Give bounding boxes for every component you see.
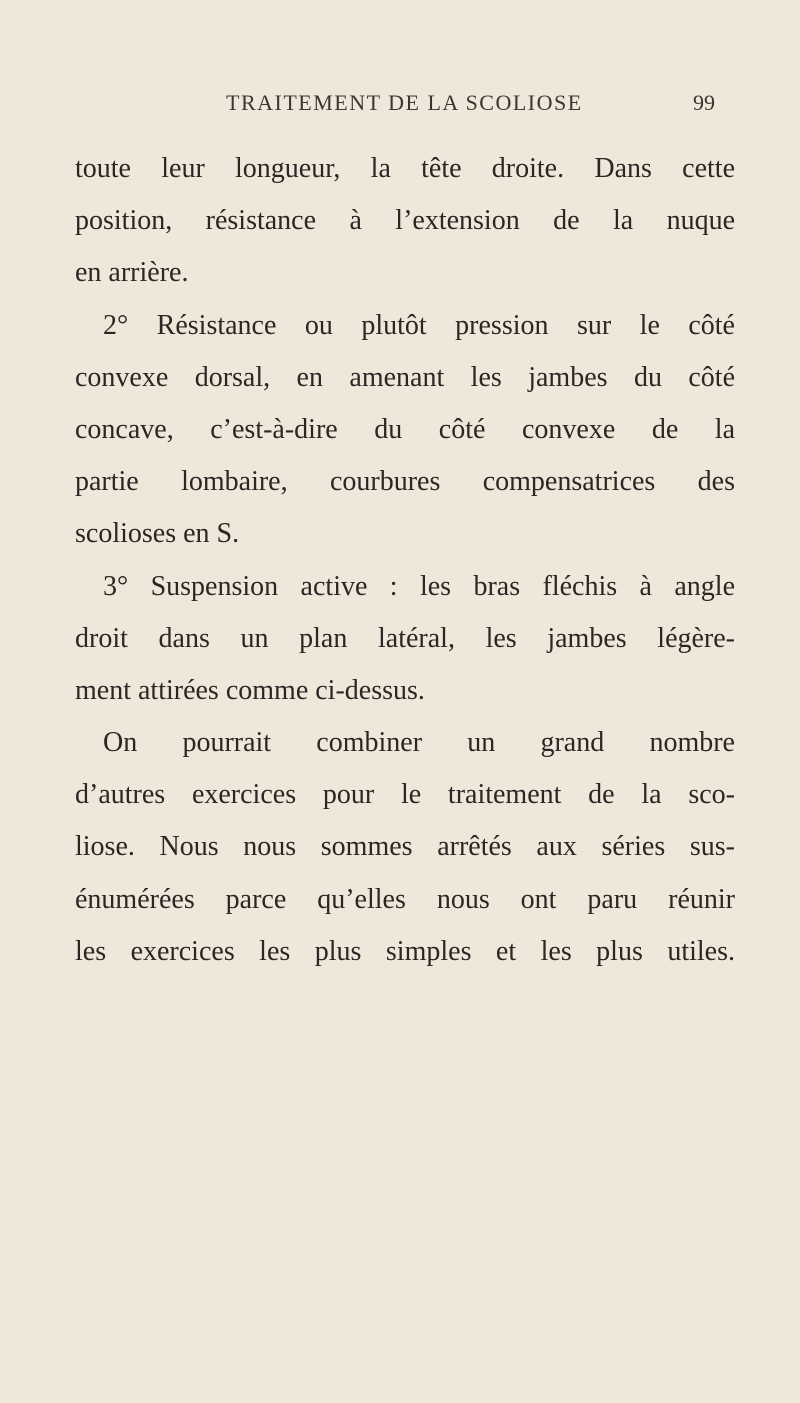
text-line: toute leur longueur, la tête droite. Dans cette: [75, 153, 735, 184]
running-title: TRAITEMENT DE LA SCOLIOSE: [226, 90, 583, 115]
text-line: 2° Résistance ou plutôt pression sur le côté: [103, 309, 735, 341]
running-head: [0, 90, 800, 130]
text-line: On pourrait combiner un grand nombre: [103, 727, 735, 759]
text-line: les exercices les plus simples et les plus utiles.: [75, 935, 735, 967]
text-line: position, résistance à l’extension de la nuque: [75, 205, 735, 237]
text-line: concave, c’est-à-dire du côté convexe de la: [75, 413, 735, 445]
text-line: en arrière.: [75, 257, 189, 289]
text-line: scolioses en S.: [75, 518, 240, 550]
page-number: 99: [693, 90, 715, 115]
text-line: partie lombaire, courbures compensatrices des: [75, 466, 735, 498]
text-line: d’autres exercices pour le traitement de la sco-: [75, 779, 735, 811]
text-line: 3° Suspension active : les bras fléchis à angle: [103, 570, 735, 602]
text-line: droit dans un plan latéral, les jambes légère-: [75, 622, 735, 654]
text-line: convexe dorsal, en amenant les jambes du côté: [75, 361, 735, 393]
text-line: énumérées parce qu’elles nous ont paru réunir: [75, 883, 735, 915]
body-text: [75, 143, 735, 978]
text-line: ment attirées comme ci-dessus.: [75, 674, 425, 706]
text-line: liose. Nous nous sommes arrêtés aux séries sus-: [75, 831, 735, 863]
